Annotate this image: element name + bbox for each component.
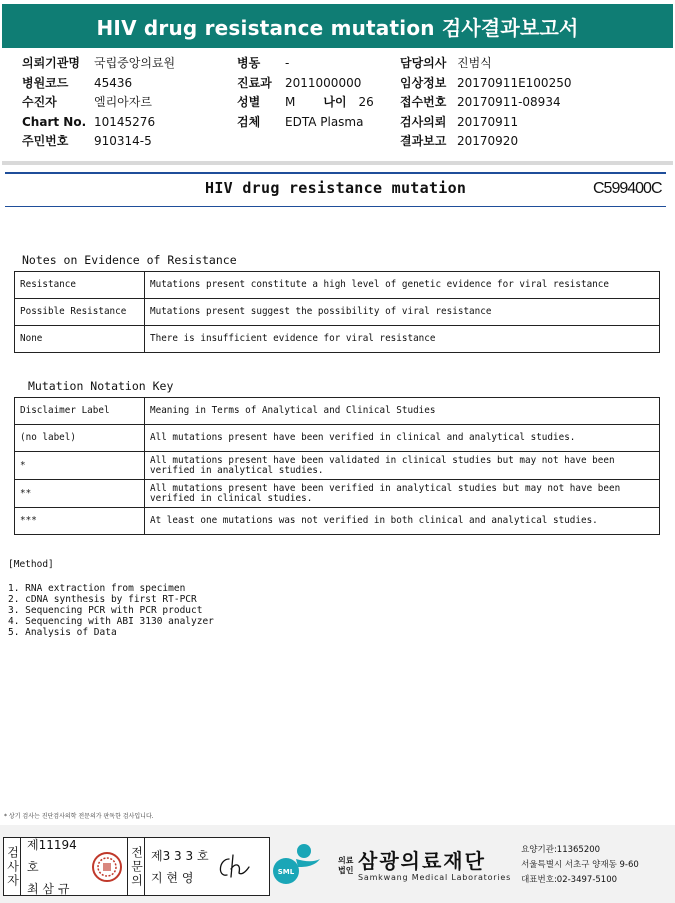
signature-box bbox=[3, 837, 270, 896]
evidence-text: There is insufficient evidence for viral resistance bbox=[145, 326, 660, 353]
notation-text: At least one mutations was not verified in both clinical and analytical studies. bbox=[145, 508, 660, 535]
method-list bbox=[8, 583, 214, 638]
section-divider bbox=[2, 161, 673, 165]
evidence-label: Possible Resistance bbox=[15, 299, 145, 326]
info-label: 접수번호 bbox=[400, 95, 447, 109]
specialist-label-text: 전문의 bbox=[129, 845, 144, 888]
notation-label: (no label) bbox=[15, 425, 145, 452]
table-row bbox=[15, 398, 660, 425]
report-rule-bottom bbox=[5, 206, 666, 207]
method-step: 3. Sequencing PCR with PCR product bbox=[8, 605, 203, 616]
evidence-label: Resistance bbox=[15, 272, 145, 299]
age-label: 나이 bbox=[323, 95, 347, 109]
info-row bbox=[22, 132, 175, 152]
phone: 대표번호:02-3497-5100 bbox=[521, 875, 618, 885]
info-label: 병동 bbox=[237, 56, 261, 70]
handwritten-signature-icon bbox=[213, 838, 253, 895]
table-row bbox=[15, 326, 660, 353]
info-value: 10145276 bbox=[94, 114, 156, 129]
info-row bbox=[400, 113, 571, 133]
notation-label: Disclaimer Label bbox=[15, 398, 145, 425]
info-column-right bbox=[400, 54, 571, 152]
report-rule-top bbox=[5, 172, 666, 174]
info-value: EDTA Plasma bbox=[285, 114, 364, 129]
specialist-label bbox=[128, 838, 145, 895]
notation-text: Meaning in Terms of Analytical and Clinical Studies bbox=[145, 398, 660, 425]
info-label: 임상정보 bbox=[400, 75, 447, 90]
notation-table bbox=[14, 397, 660, 535]
info-label: 진료과 bbox=[237, 75, 272, 90]
info-row bbox=[400, 74, 571, 94]
info-row bbox=[22, 93, 175, 113]
info-value: - bbox=[285, 56, 290, 70]
organization-block bbox=[270, 837, 672, 894]
method-step: 1. RNA extraction from specimen bbox=[8, 583, 186, 594]
notation-text: All mutations present have been validated in clinical studies but may not have been verified in analytical studies. bbox=[145, 452, 660, 480]
law-label-text: 의료법인 bbox=[338, 855, 354, 875]
info-label: 수진자 bbox=[22, 95, 57, 109]
notation-text: All mutations present have been verified in analytical studies but may not have been verified in clinical studies. bbox=[145, 480, 660, 508]
examiner-label-text: 검사자 bbox=[5, 845, 20, 888]
table-row bbox=[15, 452, 660, 480]
info-label: 검체 bbox=[237, 114, 261, 129]
table-row bbox=[15, 272, 660, 299]
info-value: 20170920 bbox=[457, 134, 519, 148]
info-row bbox=[237, 93, 374, 113]
footnote: * 상기 검사는 진단검사의학 전문의가 판독한 검사입니다. bbox=[4, 813, 154, 820]
info-value: 45436 bbox=[94, 75, 133, 90]
info-row bbox=[400, 93, 571, 113]
examiner-name: 최 삼 규 bbox=[27, 881, 70, 896]
info-value: M bbox=[285, 95, 296, 109]
evidence-table bbox=[14, 271, 660, 353]
info-label: 결과보고 bbox=[400, 134, 447, 148]
info-label: Chart No. bbox=[22, 114, 87, 129]
info-row bbox=[400, 54, 571, 74]
evidence-label: None bbox=[15, 326, 145, 353]
method-section bbox=[8, 559, 214, 638]
info-row bbox=[400, 132, 571, 152]
method-step: 2. cDNA synthesis by first RT-PCR bbox=[8, 594, 197, 605]
specialist-license: 제3 3 3 호 bbox=[151, 848, 209, 863]
table-row bbox=[15, 299, 660, 326]
info-label: 담당의사 bbox=[400, 56, 447, 70]
report-header-title: HIV drug resistance mutation 검사결과보고서 bbox=[2, 4, 673, 48]
organization-name-en: Samkwang Medical Laboratories bbox=[358, 873, 512, 882]
info-label: 성별 bbox=[237, 95, 261, 109]
contact-info bbox=[521, 843, 639, 888]
sml-logo-icon bbox=[270, 837, 338, 894]
notation-label: ** bbox=[15, 480, 145, 508]
table-row bbox=[15, 425, 660, 452]
age-value: 26 bbox=[358, 95, 374, 109]
info-value: 국립중앙의료원 bbox=[94, 56, 176, 70]
info-label: 병원코드 bbox=[22, 75, 69, 90]
examiner-seal-icon bbox=[87, 838, 128, 895]
organization-name-ko: 삼광의료재단 bbox=[358, 849, 486, 873]
institution-code: 요양기관:11365200 bbox=[521, 845, 601, 855]
examiner-label bbox=[4, 838, 21, 895]
info-value: 진범식 bbox=[457, 56, 492, 70]
organization-name bbox=[358, 849, 511, 882]
table-row bbox=[15, 480, 660, 508]
evidence-heading: Notes on Evidence of Resistance bbox=[22, 253, 237, 267]
info-value: 2011000000 bbox=[285, 75, 362, 90]
info-value: 20170911 bbox=[457, 114, 519, 129]
method-step: 4. Sequencing with ABI 3130 analyzer bbox=[8, 616, 214, 627]
specialist-cell bbox=[145, 838, 213, 895]
evidence-text: Mutations present suggest the possibility of viral resistance bbox=[145, 299, 660, 326]
info-column-left bbox=[22, 54, 175, 152]
info-label: 의뢰기관명 bbox=[22, 56, 80, 70]
info-label: 검사의뢰 bbox=[400, 114, 447, 129]
examiner-cell bbox=[21, 838, 87, 895]
info-row bbox=[237, 113, 374, 133]
table-row bbox=[15, 508, 660, 535]
info-value: 20170911-08934 bbox=[457, 95, 561, 109]
info-row bbox=[22, 113, 175, 133]
info-column-middle bbox=[237, 54, 374, 132]
evidence-text: Mutations present constitute a high level of genetic evidence for viral resistance bbox=[145, 272, 660, 299]
report-title: HIV drug resistance mutation bbox=[205, 179, 467, 197]
info-row bbox=[237, 74, 374, 94]
info-row bbox=[22, 54, 175, 74]
address: 서울특별시 서초구 양재동 9-60 bbox=[521, 860, 639, 870]
notation-label: * bbox=[15, 452, 145, 480]
method-step: 5. Analysis of Data bbox=[8, 627, 117, 638]
law-label bbox=[338, 856, 354, 876]
specialist-name: 지 현 영 bbox=[151, 870, 194, 885]
examiner-license: 제11194호 bbox=[27, 837, 77, 874]
info-value: 엘리아자르 bbox=[94, 95, 152, 109]
notation-text: All mutations present have been verified in clinical and analytical studies. bbox=[145, 425, 660, 452]
notation-heading: Mutation Notation Key bbox=[28, 379, 174, 393]
notation-label: *** bbox=[15, 508, 145, 535]
info-value: 20170911E100250 bbox=[457, 75, 572, 90]
method-heading: [Method] bbox=[8, 559, 54, 570]
logo-text: SML bbox=[277, 868, 295, 876]
report-code: C599400C bbox=[593, 180, 662, 197]
info-value: 910314-5 bbox=[94, 134, 152, 148]
info-row bbox=[22, 74, 175, 94]
info-label: 주민번호 bbox=[22, 134, 69, 148]
info-row bbox=[237, 54, 374, 74]
